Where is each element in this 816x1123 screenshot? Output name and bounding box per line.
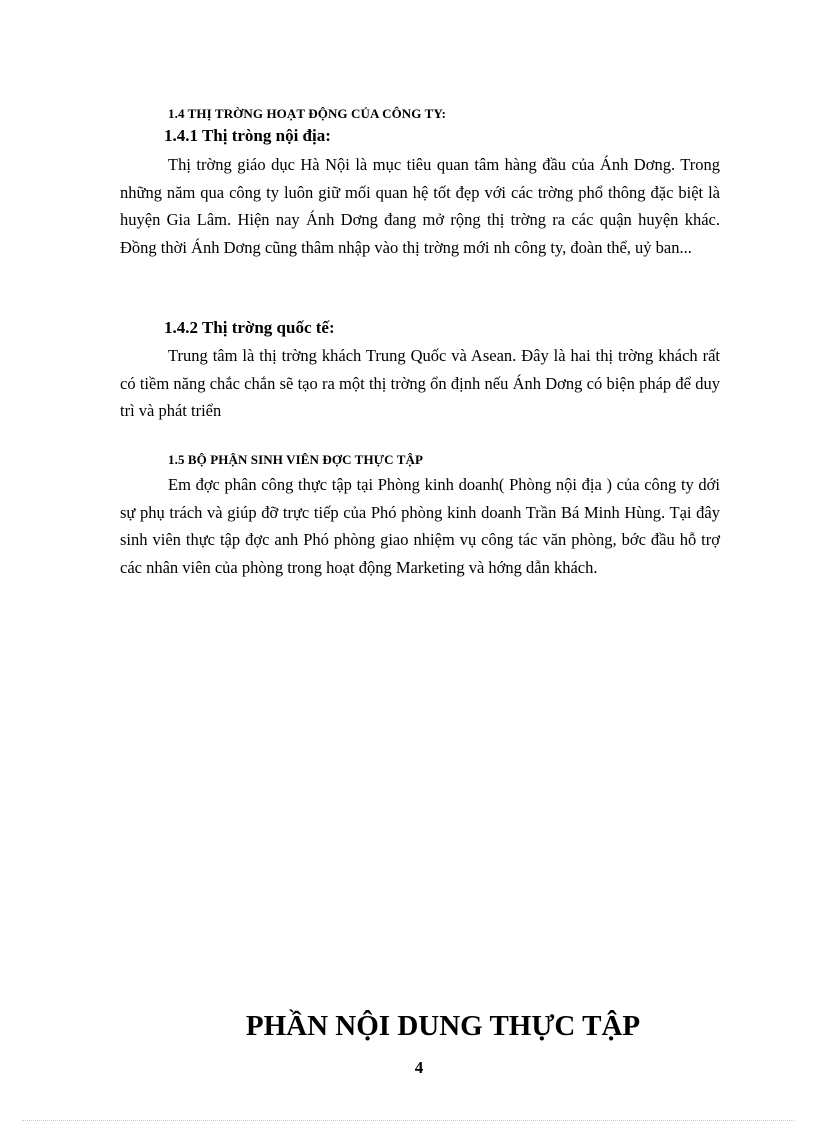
paragraph-domestic-market: Thị trờng giáo dục Hà Nội là mục tiêu quan tâm hàng đầu của Ánh Dơng. Trong những năm qua công ty luôn giữ mối quan hệ tốt đẹp với các trờng phổ thông đặc biệt là huyện Gia Lâm. Hiện nay Ánh Dơng đang mở rộng thị trờng ra các quận huyện khác. Đồng thời Ánh Dơng cũng thâm nhập vào thị trờng mới nh công ty, đoàn thể, uỷ ban...: [120, 155, 720, 257]
subsection-heading-1-4-1: 1.4.1 Thị tròng nội địa:: [164, 126, 331, 145]
paragraph-international-market: Trung tâm là thị trờng khách Trung Quốc và Asean. Đây là hai thị trờng khách rất có tiềm năng chắc chắn sẽ tạo ra một thị trờng ổn định nếu Ánh Dơng có biện pháp để duy trì và phát triển: [120, 346, 720, 420]
section-heading-1-4: 1.4 THỊ TRỜNG HOẠT ĐỘNG CỦA CÔNG TY:: [168, 106, 447, 121]
subsection-heading-1-4-2: 1.4.2 Thị trờng quốc tế:: [164, 318, 335, 337]
section-heading-1-5: 1.5 BỘ PHẬN SINH VIÊN ĐỢC THỰC TẬP: [168, 452, 424, 467]
page-number: 4: [414, 1058, 424, 1077]
part-title: PHẦN NỘI DUNG THỰC TẬP: [245, 1010, 641, 1042]
paragraph-internship-department: Em đợc phân công thực tập tại Phòng kinh doanh( Phòng nội địa ) của công ty dới sự phụ trách và giúp đỡ trực tiếp của Phó phòng kinh doanh Trần Bá Minh Hùng. Tại đây sinh viên thực tập đợc anh Phó phòng giao nhiệm vụ công tác văn phòng, bớc đầu hỗ trợ các nhân viên của phòng trong hoạt động Marketing và hớng dẫn khách.: [120, 475, 720, 577]
footer-divider: [22, 1120, 794, 1121]
